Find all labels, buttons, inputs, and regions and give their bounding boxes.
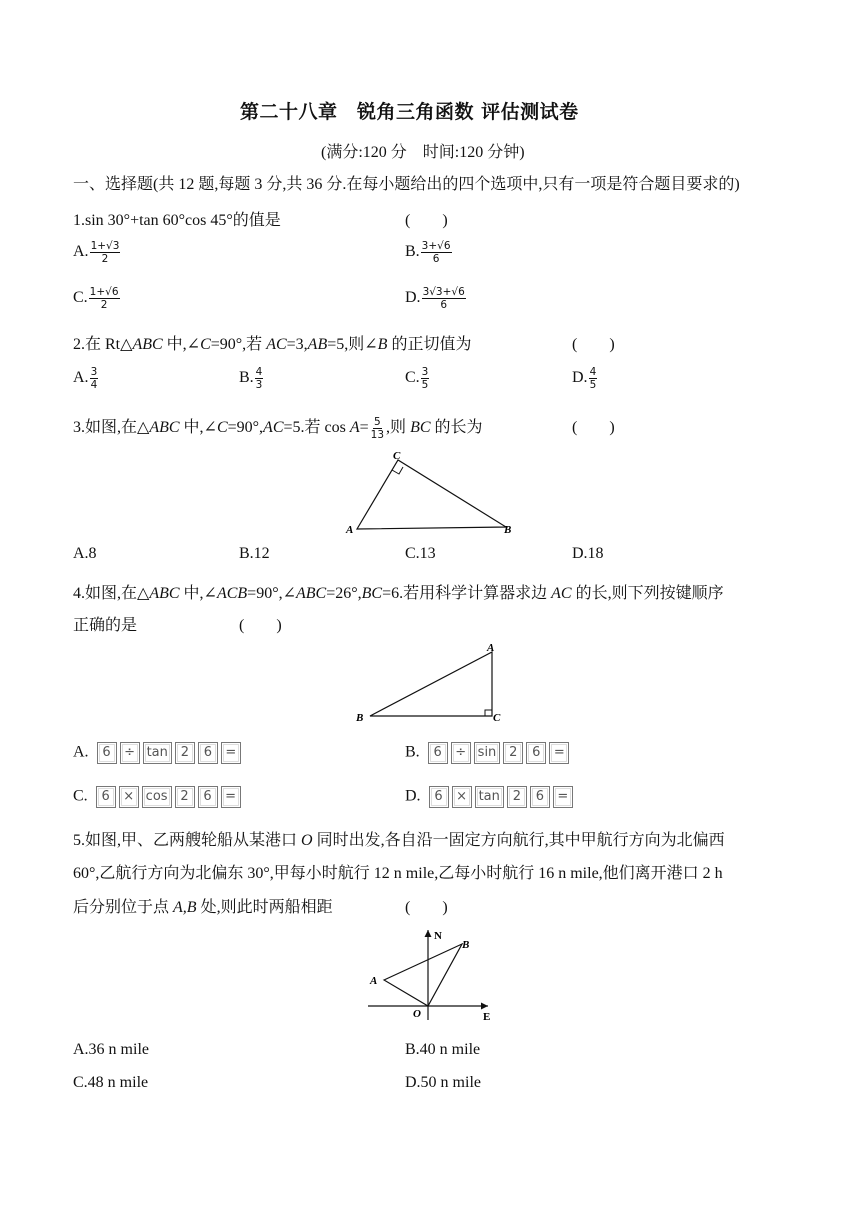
stem-var: AC: [263, 419, 284, 436]
key-equals: =: [221, 742, 241, 764]
key-equals: =: [549, 742, 569, 764]
q5-option-d[interactable]: D.50 n mile: [405, 1074, 481, 1091]
stem-text: 的长,则下列按键顺序: [571, 585, 724, 602]
option-fraction: [90, 366, 99, 391]
stem-text: 中,∠: [162, 336, 201, 353]
q2-option-d[interactable]: [572, 366, 598, 391]
north-label: N: [434, 930, 442, 942]
option-label: B.: [405, 743, 420, 761]
point-label-b: B: [462, 939, 470, 951]
fraction-denominator: 2: [101, 253, 109, 265]
stem-text: 的长为: [430, 419, 483, 436]
key-equals: =: [553, 786, 573, 808]
section-heading: 一、选择题(共 12 题,每题 3 分,共 36 分.在每小题给出的四个选项中,只有一项是符合题目要求的): [73, 176, 740, 193]
option-fraction: [421, 240, 452, 265]
q1-bracket: ( ): [405, 212, 448, 229]
stem-text: 5.如图,甲、乙两艘轮船从某港口: [73, 832, 302, 849]
option-fraction: [421, 366, 430, 391]
key-6: 6: [429, 786, 449, 808]
key-6: 6: [96, 786, 116, 808]
stem-var: C: [216, 419, 228, 436]
q5-option-b[interactable]: B.40 n mile: [405, 1041, 481, 1058]
fraction-numerator: 3√3+√6: [422, 286, 465, 298]
fraction-numerator: 4: [255, 366, 263, 378]
right-angle-mark: [485, 710, 492, 716]
stem-var: A: [349, 419, 360, 436]
vertex-label-c: C: [393, 450, 401, 462]
stem-text: =3,: [286, 336, 308, 353]
q4-option-d[interactable]: [405, 786, 573, 808]
stem-text: 同时出发,各自沿一固定方向航行,其中甲航行方向为北偏西: [312, 832, 725, 849]
vertex-label-b: B: [356, 712, 364, 724]
q4-stem-line1: [73, 580, 724, 603]
option-label: A.: [73, 243, 89, 261]
q5-stem-line3: [73, 894, 333, 917]
q4-stem-line2: 正确的是: [73, 617, 138, 634]
stem-var: ACB: [216, 585, 248, 602]
option-label: B.: [239, 369, 254, 387]
fraction-denominator: 4: [90, 379, 98, 391]
vertex-label-a: A: [487, 642, 495, 654]
q2-option-c[interactable]: [405, 366, 430, 391]
fraction-numerator: 1+√6: [89, 286, 119, 298]
east-label: E: [483, 1011, 491, 1023]
key-sequence: [96, 786, 241, 808]
stem-var: AC: [551, 585, 572, 602]
q1-option-b[interactable]: [405, 240, 453, 265]
stem-var: ABC: [296, 585, 327, 602]
key-6: 6: [530, 786, 550, 808]
stem-text: 4.如图,在△: [73, 585, 150, 602]
key-cos: cos: [142, 786, 172, 808]
stem-text: 中,∠: [179, 585, 217, 602]
fraction-numerator: 1+√3: [90, 240, 120, 252]
fraction-numerator: 4: [589, 366, 597, 378]
stem-text: =90°,∠: [247, 585, 296, 602]
stem-text: =: [359, 419, 369, 436]
fraction-numerator: 3: [90, 366, 98, 378]
stem-text: 3.如图,在△: [73, 419, 150, 436]
q1-stem: 1.sin 30°+tan 60°cos 45°的值是: [73, 212, 281, 229]
option-label: C.: [73, 787, 88, 805]
key-2: 2: [175, 786, 195, 808]
stem-var: AC: [266, 336, 287, 353]
stem-var: ABC: [149, 419, 180, 436]
q4-triangle-figure: [350, 640, 510, 726]
option-label: A.: [73, 743, 89, 761]
option-label: C.: [405, 369, 420, 387]
q3-option-c[interactable]: C.13: [405, 545, 436, 562]
key-6: 6: [97, 742, 117, 764]
key-2: 2: [507, 786, 527, 808]
option-label: D.: [405, 787, 421, 805]
key-divide: ÷: [120, 742, 140, 764]
key-2: 2: [175, 742, 195, 764]
key-2: 2: [503, 742, 523, 764]
fraction-denominator: 6: [440, 299, 448, 311]
stem-text: 的正切值为: [387, 336, 472, 353]
q2-bracket: ( ): [572, 336, 615, 353]
stem-var: C: [200, 336, 211, 353]
fraction-numerator: 3: [421, 366, 429, 378]
q2-option-b[interactable]: [239, 366, 264, 391]
key-sin: sin: [474, 742, 501, 764]
key-equals: =: [221, 786, 241, 808]
q5-bracket: ( ): [405, 899, 448, 916]
stem-var: B: [377, 336, 388, 353]
q4-option-a[interactable]: [73, 742, 241, 764]
stem-text: =6.若用科学计算器求边: [382, 585, 552, 602]
key-sequence: [97, 742, 241, 764]
stem-text: =90°,: [227, 419, 264, 436]
point-label-a: A: [370, 975, 378, 987]
option-label: D.: [405, 289, 421, 307]
stem-text: =5,则∠: [327, 336, 378, 353]
fraction-denominator: 5: [421, 379, 429, 391]
q5-stem-line1: [73, 827, 725, 850]
option-fraction: [90, 240, 121, 265]
option-fraction: [589, 366, 598, 391]
stem-fraction: [370, 416, 385, 441]
q2-option-a[interactable]: [73, 366, 99, 391]
page-subtitle: (满分:120 分 时间:120 分钟): [321, 144, 525, 161]
fraction-numerator: 3+√6: [421, 240, 451, 252]
key-6: 6: [198, 786, 218, 808]
key-tan: tan: [475, 786, 504, 808]
key-6: 6: [526, 742, 546, 764]
vertex-label-b: B: [504, 524, 512, 536]
key-multiply: ×: [119, 786, 139, 808]
stem-var: BC: [410, 419, 431, 436]
q5-stem-line2: 60°,乙航行方向为北偏东 30°,甲每小时航行 12 n mile,乙每小时航行 16 n mile,他们离开港口 2 h: [73, 865, 723, 882]
fraction-denominator: 2: [100, 299, 108, 311]
fraction-denominator: 13: [370, 428, 385, 441]
stem-text: 2.在 Rt△: [73, 336, 133, 353]
q4-bracket: ( ): [239, 617, 282, 634]
option-label: B.: [405, 243, 420, 261]
q1-option-a[interactable]: [73, 240, 121, 265]
stem-text: =5.若 cos: [283, 419, 350, 436]
option-fraction: [422, 286, 466, 311]
q3-option-d[interactable]: D.18: [572, 545, 604, 562]
vertex-label-a: A: [346, 524, 354, 536]
option-fraction: [89, 286, 120, 311]
stem-text: 处,则此时两船相距: [196, 899, 333, 916]
stem-var: A,B: [173, 899, 197, 916]
stem-var: ABC: [149, 585, 180, 602]
stem-var: ABC: [132, 336, 163, 353]
q4-option-c[interactable]: [73, 786, 241, 808]
key-divide: ÷: [451, 742, 471, 764]
key-multiply: ×: [452, 786, 472, 808]
fraction-denominator: 5: [589, 379, 597, 391]
q1-option-d[interactable]: [405, 286, 467, 311]
fraction-numerator: 5: [374, 415, 381, 428]
q2-stem: [73, 331, 471, 354]
stem-text: ,则: [386, 419, 411, 436]
stem-var: O: [301, 832, 313, 849]
q3-option-b[interactable]: B.12: [239, 545, 270, 562]
q3-option-a[interactable]: A.8: [73, 545, 97, 562]
option-label: D.: [572, 369, 588, 387]
q5-option-a[interactable]: A.36 n mile: [73, 1041, 149, 1058]
q5-option-c[interactable]: C.48 n mile: [73, 1074, 149, 1091]
stem-var: BC: [361, 585, 383, 602]
q1-option-c[interactable]: [73, 286, 121, 311]
q3-stem: [73, 414, 483, 441]
key-sequence: [428, 742, 570, 764]
fraction-denominator: 6: [432, 253, 440, 265]
fraction-denominator: 3: [255, 379, 263, 391]
option-label: A.: [73, 369, 89, 387]
page-title: 第二十八章 锐角三角函数 评估测试卷: [240, 101, 579, 123]
q3-triangle-figure: [340, 447, 520, 537]
triangle-shape: [370, 652, 492, 716]
stem-text: 后分别位于点: [73, 899, 174, 916]
stem-text: =90°,若: [210, 336, 267, 353]
triangle-shape: [357, 460, 506, 529]
q4-option-b[interactable]: [405, 742, 569, 764]
q5-navigation-figure: [362, 924, 502, 1024]
vertex-label-c: C: [493, 712, 501, 724]
stem-var: AB: [307, 336, 328, 353]
key-sequence: [429, 786, 573, 808]
q3-bracket: ( ): [572, 419, 615, 436]
key-6: 6: [428, 742, 448, 764]
option-label: C.: [73, 289, 88, 307]
stem-text: 中,∠: [179, 419, 217, 436]
ship-triangle: [384, 944, 462, 1006]
key-6: 6: [198, 742, 218, 764]
option-fraction: [255, 366, 264, 391]
point-label-o: O: [413, 1008, 421, 1020]
stem-text: =26°,: [326, 585, 362, 602]
key-tan: tan: [143, 742, 172, 764]
